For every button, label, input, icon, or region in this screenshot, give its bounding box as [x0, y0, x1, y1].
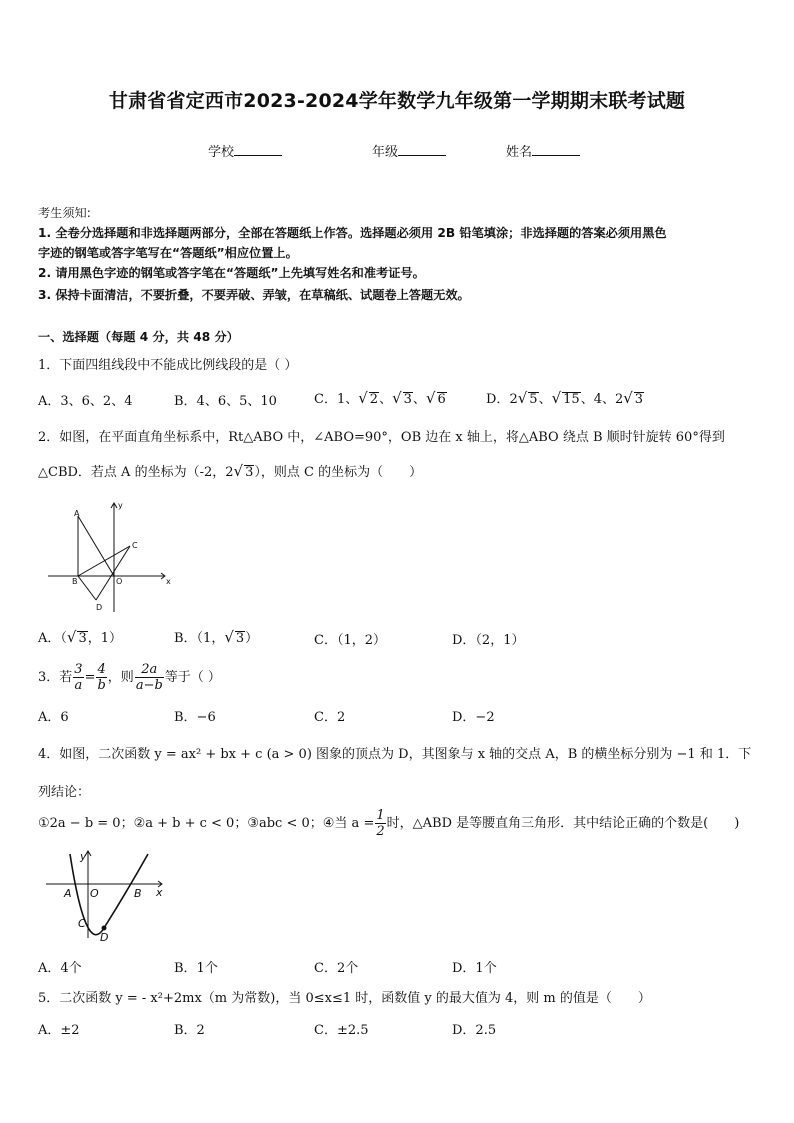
segment-ao: [78, 516, 114, 576]
q2-a-rad: 3: [78, 631, 87, 646]
q4-half-frac: [375, 808, 385, 839]
q4-half-den: 2: [376, 824, 385, 839]
q3-frac-2-num: 4: [97, 662, 106, 677]
q2-line-2-pre: △CBD．若点 A 的坐标为（-2，2: [38, 465, 234, 480]
q2-a-pre: A．（: [38, 631, 67, 646]
notice-line-2: 2. 请用黑色字迹的钢笔或答字笔在“答题纸”上先填写姓名和准考证号。: [38, 266, 425, 280]
q1-d-r15: 15: [563, 392, 580, 407]
q1-d-label: D．: [486, 392, 510, 407]
name-label: 姓名: [506, 145, 533, 160]
q5-option-c[interactable]: C．±2.5: [314, 1023, 369, 1038]
q2-option-b[interactable]: [174, 627, 258, 646]
q3-option-b[interactable]: B．−6: [174, 710, 216, 725]
q1-d-coef: 2: [509, 392, 518, 407]
grade-label: 年级: [372, 145, 399, 160]
name-blank[interactable]: [532, 143, 580, 156]
label-d: D: [96, 603, 103, 612]
q2-option-a[interactable]: [38, 627, 122, 646]
q3-frac-3-den: a−b: [135, 678, 163, 693]
q3-option-a[interactable]: A．6: [38, 710, 69, 725]
q1-option-d[interactable]: [486, 388, 644, 407]
label-o: O: [90, 887, 99, 900]
student-info: [208, 141, 282, 160]
label-o: O: [116, 577, 123, 586]
label-c: C: [78, 917, 86, 930]
q1-d-r5: 5: [529, 392, 538, 407]
q2-line-2-rad: 3: [245, 465, 254, 480]
q3-stem: [38, 662, 221, 693]
radical-icon: √: [233, 462, 244, 480]
notice-line-3: 3. 保持卡面清洁，不要折叠，不要弄破、弄皱，在草稿纸、试题卷上答题无效。: [38, 288, 470, 302]
q1-d-sep: 、: [538, 392, 552, 407]
q1-c-sep: 、: [379, 392, 393, 407]
q2-option-d[interactable]: D．（2，1）: [452, 633, 525, 648]
name-info: [506, 141, 580, 160]
radical-icon: √: [66, 628, 77, 646]
q4-option-d[interactable]: D．1个: [452, 961, 497, 976]
q3-frac-3-num: 2a: [135, 662, 164, 678]
school-blank[interactable]: [234, 143, 282, 156]
q4-line-1: 4．如图，二次函数 y = ax² + bx + c (a > 0) 图象的顶点为 D，其图象与 x 轴的交点 A，B 的横坐标分别为 −1 和 1．下: [38, 747, 752, 762]
q2-line-2: [38, 461, 422, 480]
notice-heading: 考生须知:: [38, 206, 91, 220]
q4-option-b[interactable]: B．1个: [174, 961, 218, 976]
q5-stem: 5．二次函数 y = - x²+2mx（m 为常数)，当 0≤x≤1 时，函数值 y 的最大值为 4，则 m 的值是（ ）: [38, 991, 651, 1006]
radical-icon: √: [425, 389, 436, 407]
q2-line-2-post: ），则点 C 的坐标为（ ）: [254, 465, 423, 480]
label-b: B: [72, 577, 78, 586]
q3-frac-3: [135, 662, 164, 693]
q1-option-a[interactable]: A．3、6、2、4: [38, 394, 133, 409]
label-b: B: [134, 887, 142, 900]
q3-frac-1: [73, 662, 83, 693]
school-label: 学校: [208, 145, 235, 160]
page-title: 甘肃省省定西市2023-2024学年数学九年级第一学期期末联考试题: [108, 90, 686, 112]
q2-line-1: 2．如图，在平面直角坐标系中，Rt△ABO 中，∠ABO=90°，OB 边在 x 轴上，将△ABO 绕点 B 顺时针旋转 60°得到: [38, 430, 725, 445]
q4-line-3-pre: ①2a − b = 0；②a + b + c < 0；③abc < 0；④当 a =: [38, 816, 375, 831]
label-d: D: [100, 931, 109, 944]
q3-post: 等于（ ）: [164, 670, 221, 685]
segment-bd: [78, 576, 96, 600]
label-a: A: [74, 509, 80, 518]
q5-option-b[interactable]: B．2: [174, 1023, 205, 1038]
q3-option-d[interactable]: D．−2: [452, 710, 495, 725]
q3-eq: =: [84, 670, 96, 685]
q1-stem: 1．下面四组线段中不能成比例线段的是（ ）: [38, 358, 298, 373]
q3-mid: ，则: [107, 670, 134, 685]
q1-c-r6: 6: [437, 392, 446, 407]
q2-a-post: ，1）: [87, 631, 123, 646]
label-a: A: [64, 887, 72, 900]
label-y: y: [118, 501, 123, 510]
q1-d-r3: 3: [634, 392, 644, 407]
q2-b-pre: B．（1，: [174, 631, 225, 646]
radical-icon: √: [517, 389, 528, 407]
q3-frac-1-num: 3: [74, 662, 83, 677]
q1-c-r2: 2: [369, 392, 379, 407]
q1-option-c[interactable]: [314, 388, 447, 407]
notice-line-1a: 1. 全卷分选择题和非选择题两部分，全部在答题纸上作答。选择题必须用 2B 铅笔填涂；非选择题的答案必须用黑色: [38, 226, 667, 240]
radical-icon: √: [224, 628, 234, 646]
q3-frac-2-den: b: [97, 678, 106, 693]
radical-icon: √: [623, 389, 633, 407]
q1-option-b[interactable]: B．4、6、5、10: [174, 394, 277, 409]
notice-line-1b: 字迹的钢笔或答字笔写在“答题纸”相应位置上。: [38, 246, 298, 260]
q1-c-label: C．1、: [314, 392, 359, 407]
q4-line-2: 列结论：: [38, 785, 91, 800]
q2-figure: [44, 500, 178, 616]
label-y: y: [80, 850, 87, 863]
q5-option-d[interactable]: D．2.5: [452, 1023, 497, 1038]
grade-blank[interactable]: [398, 143, 446, 156]
q2-option-c[interactable]: C．（1，2）: [314, 633, 386, 648]
q1-c-sep: 、: [412, 392, 426, 407]
grade-info: [372, 141, 446, 160]
q3-frac-2: [96, 662, 106, 693]
radical-icon: √: [358, 389, 368, 407]
q2-b-post: ）: [245, 631, 259, 646]
label-x: x: [166, 577, 171, 586]
radical-icon: √: [392, 389, 402, 407]
q4-line-3-post: 时，△ABD 是等腰直角三角形．其中结论正确的个数是( ): [386, 816, 740, 831]
segment-bc: [78, 546, 130, 576]
q1-c-r3: 3: [403, 392, 412, 407]
q4-option-c[interactable]: C．2个: [314, 961, 359, 976]
q3-option-c[interactable]: C．2: [314, 710, 346, 725]
q3-pre: 3．若: [38, 670, 73, 685]
vertex-point: [102, 926, 107, 931]
q4-option-a[interactable]: A．4个: [38, 961, 82, 976]
q1-d-sep2: 、4、2: [580, 392, 624, 407]
section-heading: 一、选择题（每题 4 分，共 48 分）: [38, 330, 239, 344]
q4-half-num: 1: [376, 808, 385, 823]
q2-b-rad: 3: [235, 631, 245, 646]
label-c: C: [132, 541, 138, 550]
q4-figure: [42, 848, 172, 944]
q3-frac-1-den: a: [74, 678, 83, 693]
label-x: x: [156, 886, 163, 899]
q4-line-3: [38, 808, 739, 839]
radical-icon: √: [551, 389, 562, 407]
q5-option-a[interactable]: A．±2: [38, 1023, 80, 1038]
